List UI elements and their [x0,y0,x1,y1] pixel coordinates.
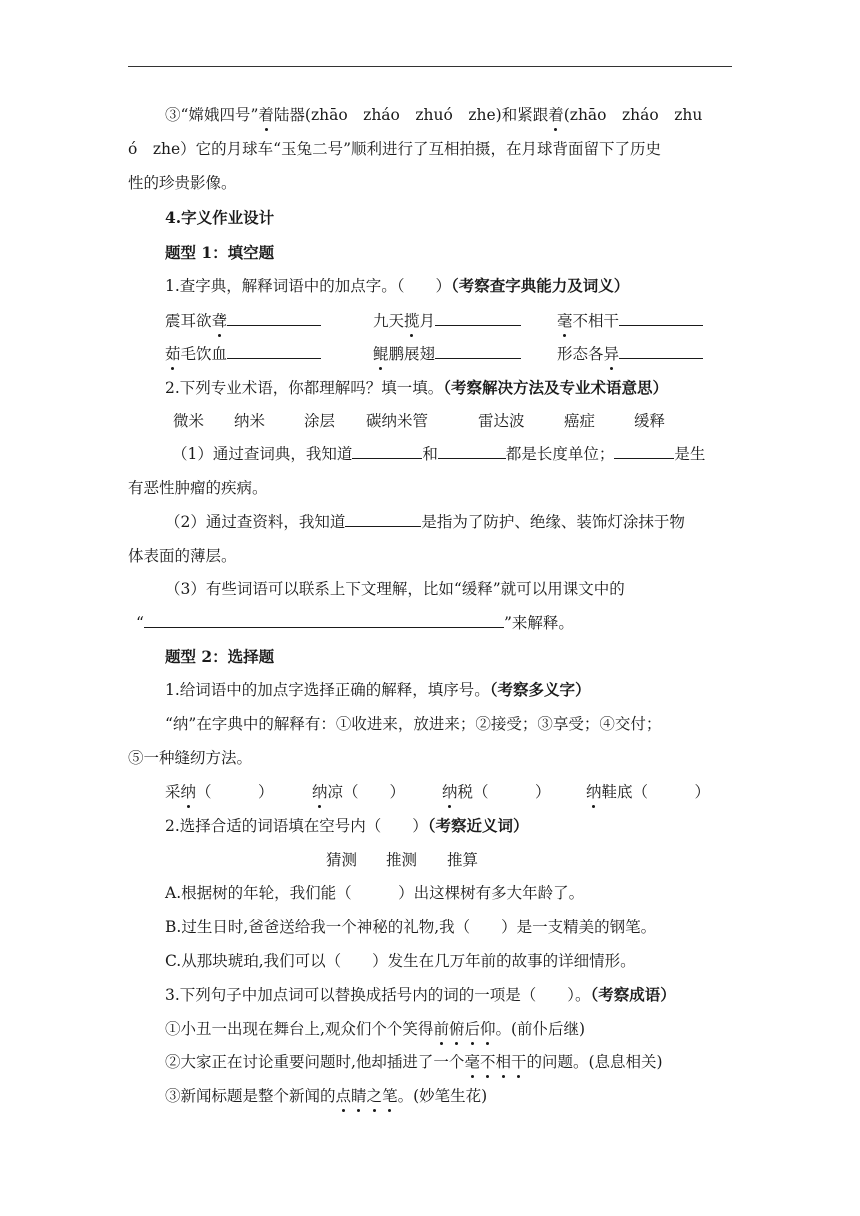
q2-tag: （考察解决方法及专业术语意思） [443,378,669,397]
term: 涂层 [304,412,336,430]
option-word: 推测 [386,851,418,869]
idiom-sentence-3: ③新闻标题是整个新闻的点睛之笔。(妙笔生花) [165,1087,488,1105]
header-rule [128,66,732,67]
q1-tag: （考察多义字） [489,680,591,699]
type2-q1: 1.给词语中的加点字选择正确的解释，填序号。（考察多义字） [165,680,591,699]
dotted-char: 之 [366,1087,383,1105]
dotted-char: 前 [433,1020,449,1038]
idiom-item: 形态各异 [557,343,703,365]
na-item: 纳鞋底（ ） [586,783,711,801]
sub3-line2: “ ”来解释。 [136,614,574,632]
dotted-word [433,1020,495,1038]
dotted-char: 后 [464,1020,480,1038]
idiom-item: 鲲鹏展翅 [373,343,521,365]
answer-blank[interactable] [435,310,521,326]
sentence-a: A.根据树的年轮，我们能（ ）出这棵树有多大年龄了。 [165,884,585,902]
q3-line1: ③“嫦娥四号”着陆器(zhāo zháo zhuó zhe)和紧跟着(zhāo zháo zhu [165,106,703,124]
idiom-item: 茹毛饮血 [165,343,321,365]
answer-blank[interactable] [435,343,521,359]
type1-title: 题型 1：填空题 [165,243,275,262]
idiom-item: 九天揽月 [373,310,521,332]
sentence-c: C.从那块琥珀,我们可以（ ）发生在几万年前的故事的详细情形。 [165,952,636,970]
answer-blank[interactable] [345,511,421,527]
answer-blank[interactable] [227,343,321,359]
sub2-line1: （2）通过查资料，我知道 是指为了防护、绝缘、装饰灯涂抹于物 [165,513,685,531]
q2-tag: （考察近义词） [427,816,529,835]
answer-blank[interactable] [619,343,703,359]
term: 微米 [173,412,205,430]
dotted-char: 睛 [351,1087,367,1105]
dotted-char: 着 [548,106,564,124]
def-line1: “纳”在字典中的解释有：①收进来，放进来；②接受；③享受；④交付； [165,715,662,733]
type2-title: 题型 2：选择题 [165,647,275,666]
dotted-char: 笔 [382,1087,398,1105]
dotted-char: 不 [479,1053,496,1071]
type2-q2: 2.选择合适的词语填在空号内（ ）（考察近义词） [165,816,529,835]
idiom-item: 毫不相干 [557,310,703,332]
type1-q2: 2.下列专业术语，你都理解吗？填一填。（考察解决方法及专业术语意思） [165,378,669,397]
dotted-char: 干 [510,1053,527,1071]
dotted-char: 相 [495,1053,511,1071]
na-item: 采纳（ ） [165,783,274,801]
idiom-sentence-2: ②大家正在讨论重要问题时,他却插进了一个毫不相干的问题。(息息相关) [165,1053,663,1071]
dotted-word [336,1087,398,1105]
sub1-line1: （1）通过查词典，我知道 和 都是长度单位； 是生 [172,445,706,463]
type2-q3: 3.下列句子中加点词可以替换成括号内的词的一项是（ ）。（考察成语） [165,985,676,1004]
idiom-sentence-1: ①小丑一出现在舞台上,观众们个个笑得前俯后仰。(前仆后继) [165,1020,586,1038]
type1-q1: 1.查字典，解释词语中的加点字。（ ）（考察查字典能力及词义） [165,276,630,295]
answer-blank[interactable] [144,612,504,628]
def-line2: ⑤一种缝纫方法。 [128,749,253,767]
sub1-line2: 有恶性肿瘤的疾病。 [128,479,268,497]
q3-line3: 性的珍贵影像。 [128,174,237,192]
dotted-char: 点 [335,1087,352,1105]
idiom-item: 震耳欲聋 [165,310,321,332]
section-title: 4.字义作业设计 [165,208,275,227]
sub2-line2: 体表面的薄层。 [128,547,237,565]
q3-tag: （考察成语） [590,985,676,1004]
sentence-b: B.过生日时,爸爸送给我一个神秘的礼物,我（ ）是一支精美的钢笔。 [165,918,657,936]
answer-blank[interactable] [614,443,674,459]
dotted-char: 俯 [448,1020,465,1038]
na-item: 纳税（ ） [442,783,551,801]
dotted-char: 仰 [479,1020,496,1038]
sub3-line1: （3）有些词语可以联系上下文理解，比如“缓释”就可以用课文中的 [165,580,625,598]
option-word: 猜测 [326,851,358,869]
dotted-word [464,1053,526,1071]
answer-blank[interactable] [352,443,422,459]
term: 缓释 [634,412,666,430]
dotted-char: 着 [258,106,274,124]
answer-blank[interactable] [227,310,321,326]
q3-line2: ó zhe）它的月球车“玉兔二号”顺利进行了互相拍摄，在月球背面留下了历史 [128,140,662,158]
answer-blank[interactable] [438,443,506,459]
q1-tag: （考察查字典能力及词义） [451,276,630,295]
term: 纳米 [234,412,266,430]
dotted-char: 毫 [464,1053,480,1071]
term: 雷达波 [478,412,525,430]
na-item: 纳凉（ ） [312,783,406,801]
option-word: 推算 [447,851,479,869]
term: 碳纳米管 [366,412,429,430]
answer-blank[interactable] [619,310,703,326]
term: 癌症 [564,412,596,430]
